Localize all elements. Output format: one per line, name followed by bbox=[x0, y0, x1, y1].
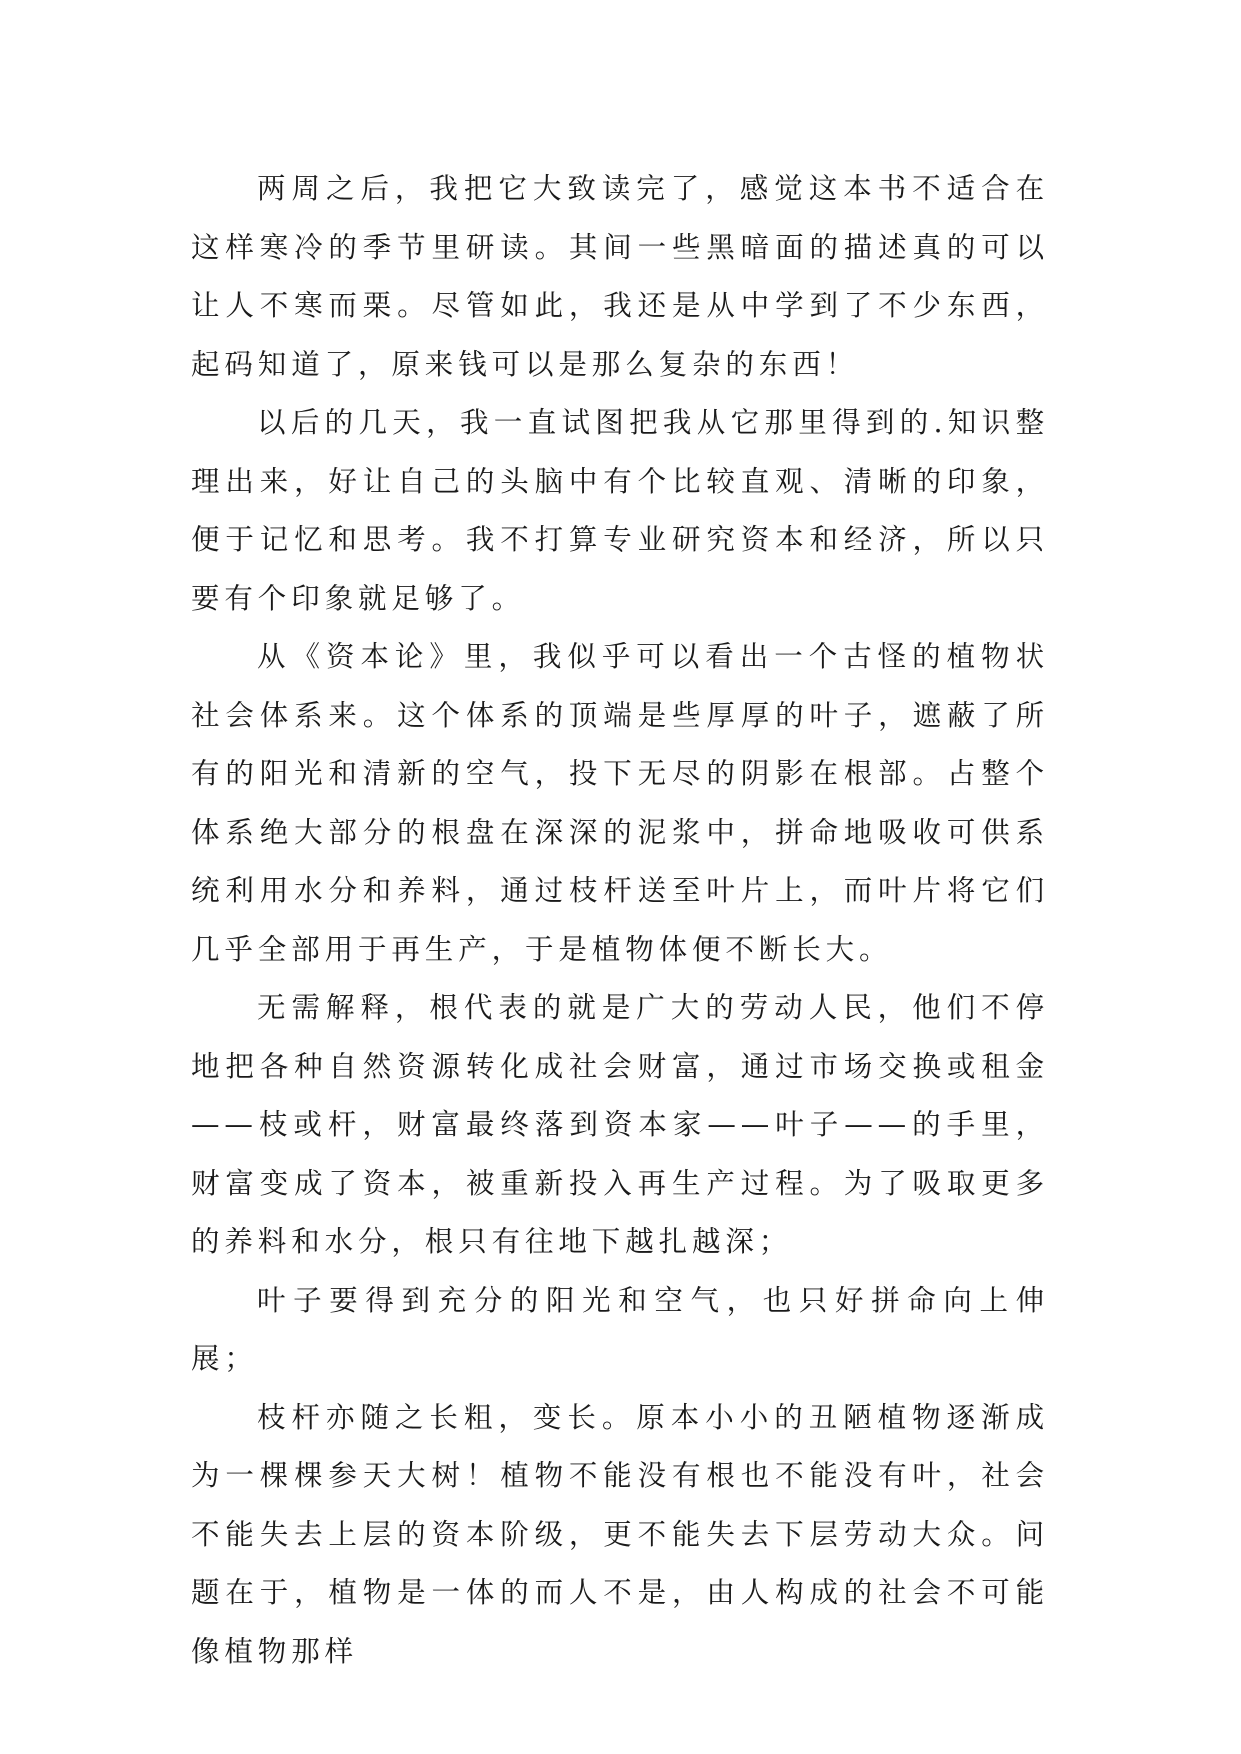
paragraph-4: 无需解释，根代表的就是广大的劳动人民，他们不停地把各种自然资源转化成社会财富，通过市场交换或租金——枝或杆，财富最终落到资本家——叶子——的手里，财富变成了资本，被重新投入再生产过程。为了吸取更多的养料和水分，根只有往地下越扎越深； bbox=[191, 991, 1049, 1258]
paragraph-5: 叶子要得到充分的阳光和空气，也只好拼命向上伸展； bbox=[191, 1283, 1049, 1375]
paragraph-1: 两周之后，我把它大致读完了，感觉这本书不适合在这样寒冷的季节里研读。其间一些黑暗面的描述真的可以让人不寒而栗。尽管如此，我还是从中学到了不少东西，起码知道了，原来钱可以是那么复杂的东西！ bbox=[191, 172, 1049, 381]
paragraph-3: 从《资本论》里，我似乎可以看出一个古怪的植物状社会体系来。这个体系的顶端是些厚厚的叶子，遮蔽了所有的阳光和清新的空气，投下无尽的阴影在根部。占整个体系绝大部分的根盘在深深的泥浆中，拼命地吸收可供系统利用水分和养料，通过枝杆送至叶片上，而叶片将它们几乎全部用于再生产，于是植物体便不断长大。 bbox=[191, 640, 1049, 966]
paragraph-2: 以后的几天，我一直试图把我从它那里得到的.知识整理出来，好让自己的头脑中有个比较直观、清晰的印象，便于记忆和思考。我不打算专业研究资本和经济，所以只要有个印象就足够了。 bbox=[191, 406, 1049, 615]
body-text bbox=[191, 160, 1049, 1681]
paragraph-6: 枝杆亦随之长粗，变长。原本小小的丑陋植物逐渐成为一棵棵参天大树！植物不能没有根也不能没有叶，社会不能失去上层的资本阶级，更不能失去下层劳动大众。问题在于，植物是一体的而人不是，由人构成的社会不可能像植物那样 bbox=[191, 1400, 1049, 1668]
